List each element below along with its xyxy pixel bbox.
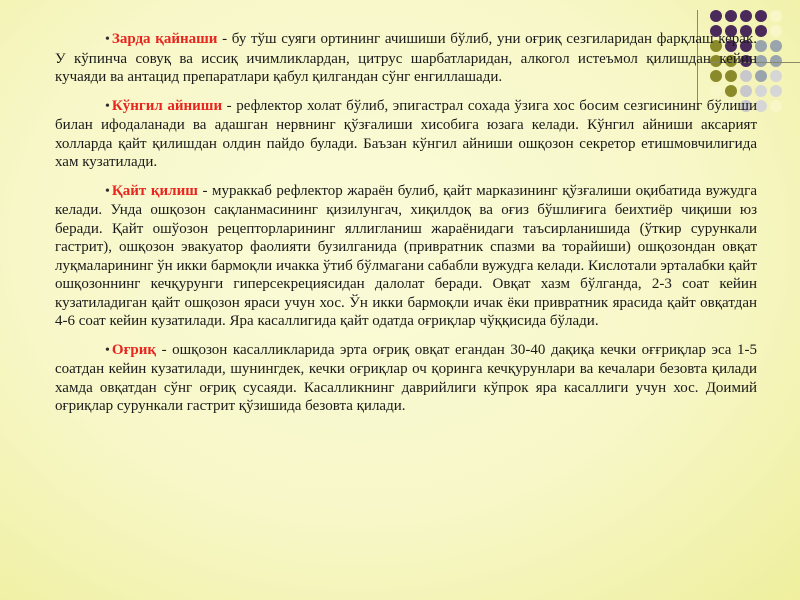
paragraph-heartburn	[55, 30, 757, 87]
decorative-dot	[740, 10, 752, 22]
decorative-dot	[755, 10, 767, 22]
decorative-dot	[770, 70, 782, 82]
term-pain: Оғриқ	[111, 341, 157, 358]
decorative-dot	[770, 10, 782, 22]
decorative-dot	[770, 85, 782, 97]
decorative-dot	[770, 55, 782, 67]
paragraph-nausea	[55, 97, 757, 172]
decorative-dot	[725, 10, 737, 22]
paragraph-vomiting	[55, 182, 757, 331]
decorative-dot	[770, 100, 782, 112]
bullet-icon: •	[105, 32, 110, 47]
paragraph-pain	[55, 341, 757, 416]
term-heartburn: Зарда қайнаши	[111, 31, 218, 47]
bullet-icon: •	[105, 183, 110, 199]
term-vomiting: Қайт қилиш	[111, 182, 198, 199]
paragraph-text: - мураккаб рефлектор жараён булиб, қайт марказининг қўзғалиши оқибатида вужудга келади. Унда ошқозон сақланмасининг қизилунгач, хиқилдоқ ва оғиз бўшлиғига беихтиёр чиқиши юз беради. Қайт ошўозон рецепторларининг яллигланиш жараёнидаги таъсирланишида (ўткир сурункали гастрит), ошқозон эвакуатор фаолияти бузилганида (привратник спазми ва торайиши) ошқозондан овқат луқмаларининг ўн икки бармоқли ичакка ўтиб бўлмагани сабабли вужудга келади. Кислотали эрталабки қайт ошқозоннинг кечқурунги гиперсекрециясидан далолат беради. Овқат хазм бўлганда, 2-3 соат кейин кузатиладиган қайт ошқозон яраси учун хос. Ўн икки бармоқли ичак ёки привратник ярасида қайт овқатдан 4-6 соат кейин кузатилади. Яра касаллигида қайт одатда оғриқлар чўққисида бўлади.	[55, 182, 757, 329]
paragraph-text: - рефлектор холат бўлиб, эпигастрал сохада ўзига хос босим сезгисининг бўлиши билан ифодаланади ва адашган нервнинг қўзғалиши хисобига юзага келади. Кўнгил айниши аксарият холларда қайт қилишдан олдин пайдо булади. Баъзан кўнгил айниши ошқозон секретор етишмовчилигида хам кузатилади.	[55, 97, 758, 170]
term-nausea: Кўнгил айниши	[111, 97, 223, 114]
bullet-icon: •	[105, 98, 110, 114]
bullet-icon: •	[105, 342, 110, 358]
document-body	[55, 30, 757, 426]
decorative-dot	[770, 40, 782, 52]
paragraph-text: - ошқозон касалликларида эрта оғриқ овқат егандан 30-40 дақиқа кечки оғғриқлар эса 1-5 соатдан кейин кузатилади, шунингдек, кечки оғриқлар оч қоринга кечқурунлари ва кечалари безовта қилади хамда овқатдан сўнг оғриқ сусаяди. Касалликнинг даврийлиги кўпрок яра касаллиги учун хос. Доимий оғриқлар сурункали гастрит қўзишида безовта қилади.	[55, 341, 757, 414]
decorative-dot	[710, 10, 722, 22]
paragraph-text: - бу тўш суяги ортининг ачишиши бўлиб, уни оғриқ сезгиларидан фарқлаш керак. У кўпинча совуқ ва иссиқ ичимликлардан, цитрус шарбатларидан, алкогол истеъмол қилишдан кейин кучаяди ва антацид препаратлари қабул қилгандан сўнг енгиллашади.	[55, 31, 757, 85]
decorative-dot	[770, 25, 782, 37]
